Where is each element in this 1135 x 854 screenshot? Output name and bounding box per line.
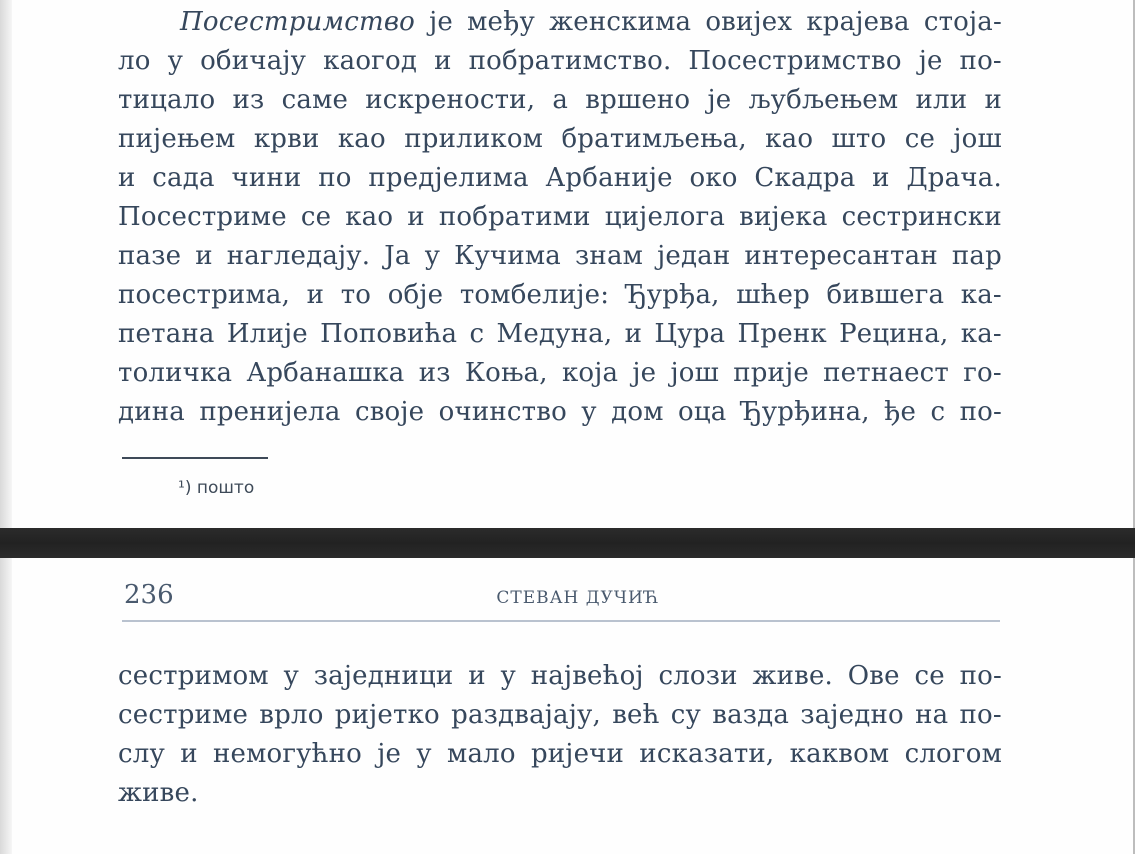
word: као (337, 124, 386, 154)
page-bottom (0, 558, 1135, 854)
word: Поповића (320, 319, 458, 349)
word: и (407, 202, 425, 232)
word: вазда (712, 700, 790, 730)
word: Рецина, (839, 319, 949, 349)
word: Илије (226, 319, 308, 349)
word: обичају (200, 46, 307, 76)
word: цијелога (604, 202, 726, 232)
word: љубљењем (748, 85, 899, 115)
word: крајева (806, 7, 910, 37)
word: из (418, 358, 451, 388)
text-line (118, 82, 1002, 119)
word: као (765, 124, 814, 154)
word: и (180, 739, 198, 769)
word: ријечи (530, 739, 625, 769)
word: један (657, 241, 731, 271)
word: у (581, 397, 597, 427)
word: Медуна, (496, 319, 613, 349)
word: петнаест (823, 358, 950, 388)
word: искрености, (365, 85, 536, 115)
word: с (469, 319, 485, 349)
word: Драча. (906, 163, 1002, 193)
word: оца (677, 397, 727, 427)
word: и (872, 163, 890, 193)
page-edge (0, 0, 12, 528)
word: ријетко (334, 700, 440, 730)
word: каквом (789, 739, 890, 769)
word: пазе (118, 241, 182, 271)
word: већ (612, 700, 660, 730)
word: што (831, 124, 887, 154)
word: по (318, 163, 352, 193)
word: братимљења, (561, 124, 747, 154)
word: раздвајају, (451, 700, 601, 730)
word: и (984, 85, 1002, 115)
word: петана (118, 319, 215, 349)
word: овијех (705, 7, 793, 37)
header-rule (122, 620, 1000, 622)
running-head: СТЕВАН ДУЧИЋ (496, 588, 660, 608)
word: се (904, 124, 936, 154)
text-line (118, 658, 1002, 695)
word: Арбаније (545, 163, 673, 193)
word: приликом (404, 124, 544, 154)
word: ђе (884, 397, 917, 427)
word: побратимство. (468, 46, 672, 76)
text-line (118, 277, 1002, 314)
word: ка- (960, 319, 1002, 349)
word: или (915, 85, 968, 115)
word: тицало (118, 85, 216, 115)
word: томбелије: (459, 280, 610, 310)
page-separator (0, 528, 1135, 558)
word: заједно (800, 700, 904, 730)
word: Ђурђа, (625, 280, 720, 310)
word: сестриме (118, 700, 249, 730)
word: ло (118, 46, 151, 76)
word: толичка (118, 358, 233, 388)
word: дина (118, 397, 185, 427)
word: и (468, 661, 486, 691)
text-line (118, 199, 1002, 236)
word: слогом (904, 739, 1002, 769)
word: највећој (530, 661, 644, 691)
word: Пренк (737, 319, 827, 349)
word: пренијела (199, 397, 341, 427)
text-line (118, 121, 1002, 158)
word: ка- (960, 280, 1002, 310)
word: слу (118, 739, 165, 769)
word: шћер (736, 280, 810, 310)
text-line (118, 736, 1002, 773)
word: живе. (118, 778, 199, 808)
word: је (707, 85, 732, 115)
word: дом (611, 397, 664, 427)
text-line (118, 775, 1002, 812)
word: а (552, 85, 569, 115)
text-line (180, 4, 1002, 41)
word: заједници (313, 661, 454, 691)
word: сада (152, 163, 215, 193)
word: своје (354, 397, 425, 427)
word: стоја- (923, 7, 1002, 37)
word: по- (959, 397, 1002, 427)
word: Кучима (454, 241, 562, 271)
word: и (624, 319, 643, 349)
word: вршено (585, 85, 691, 115)
text-line (118, 238, 1002, 275)
word: очинство (438, 397, 567, 427)
word: још (670, 358, 719, 388)
word: у (167, 46, 184, 76)
word: бившега (826, 280, 945, 310)
word: Скадра (754, 163, 856, 193)
word: и (195, 241, 213, 271)
word: Арбанашка (246, 358, 405, 388)
word: вијека (739, 202, 828, 232)
word: посестрима, (118, 280, 291, 310)
word: интересантан (744, 241, 938, 271)
word: с (930, 397, 946, 427)
word: то (340, 280, 372, 310)
word: прије (733, 358, 809, 388)
word: знам (575, 241, 644, 271)
word: пијењем (118, 124, 236, 154)
word: по- (959, 700, 1002, 730)
word: обје (387, 280, 444, 310)
word: Посестриме (118, 202, 287, 232)
word: која (561, 358, 619, 388)
word: по- (959, 661, 1002, 691)
word: врло (259, 700, 324, 730)
word: пар (951, 241, 1002, 271)
footnote-rule (122, 457, 268, 459)
word: Коња, (464, 358, 548, 388)
word: предјелима (368, 163, 529, 193)
page-edge (0, 558, 12, 854)
word: Ове (847, 661, 900, 691)
word: исказати, (639, 739, 775, 769)
word: међу (467, 7, 536, 37)
word: мало (447, 739, 516, 769)
word: женскима (549, 7, 692, 37)
word: у (416, 739, 432, 769)
text-line (118, 316, 1002, 353)
word: немогућно (212, 739, 362, 769)
word: у (424, 241, 441, 271)
word: Ђурђина, (740, 397, 870, 427)
word: су (670, 700, 702, 730)
word: Ја (384, 241, 411, 271)
word: нагледају. (226, 241, 371, 271)
text-line (118, 160, 1002, 197)
word: слози (658, 661, 738, 691)
word: око (689, 163, 738, 193)
footnote: ¹) пошто (178, 478, 255, 498)
word: још (953, 124, 1002, 154)
word: и (306, 280, 325, 310)
word: се (300, 202, 332, 232)
word: је (429, 7, 453, 37)
word: Посестримство (688, 46, 902, 76)
word: на (915, 700, 949, 730)
word: и (434, 46, 452, 76)
word: је (918, 46, 943, 76)
page-number: 236 (124, 580, 174, 610)
word: Посестримство (180, 7, 416, 37)
word: као (345, 202, 394, 232)
word: је (377, 739, 402, 769)
text-line (118, 43, 1002, 80)
word: сестримом (118, 661, 269, 691)
word: у (500, 661, 516, 691)
word: сестрински (841, 202, 1002, 232)
text-line (118, 697, 1002, 734)
word: живе. (752, 661, 833, 691)
word: побратими (438, 202, 591, 232)
word: је (632, 358, 657, 388)
word: из (232, 85, 265, 115)
text-line (118, 355, 1002, 392)
word: и (118, 163, 136, 193)
word: го- (963, 358, 1002, 388)
word: се (914, 661, 945, 691)
word: крви (253, 124, 320, 154)
word: каогод (323, 46, 418, 76)
word: по- (959, 46, 1002, 76)
word: Цура (654, 319, 726, 349)
text-line (118, 394, 1002, 431)
word: у (283, 661, 300, 691)
word: саме (281, 85, 349, 115)
word: чини (231, 163, 302, 193)
